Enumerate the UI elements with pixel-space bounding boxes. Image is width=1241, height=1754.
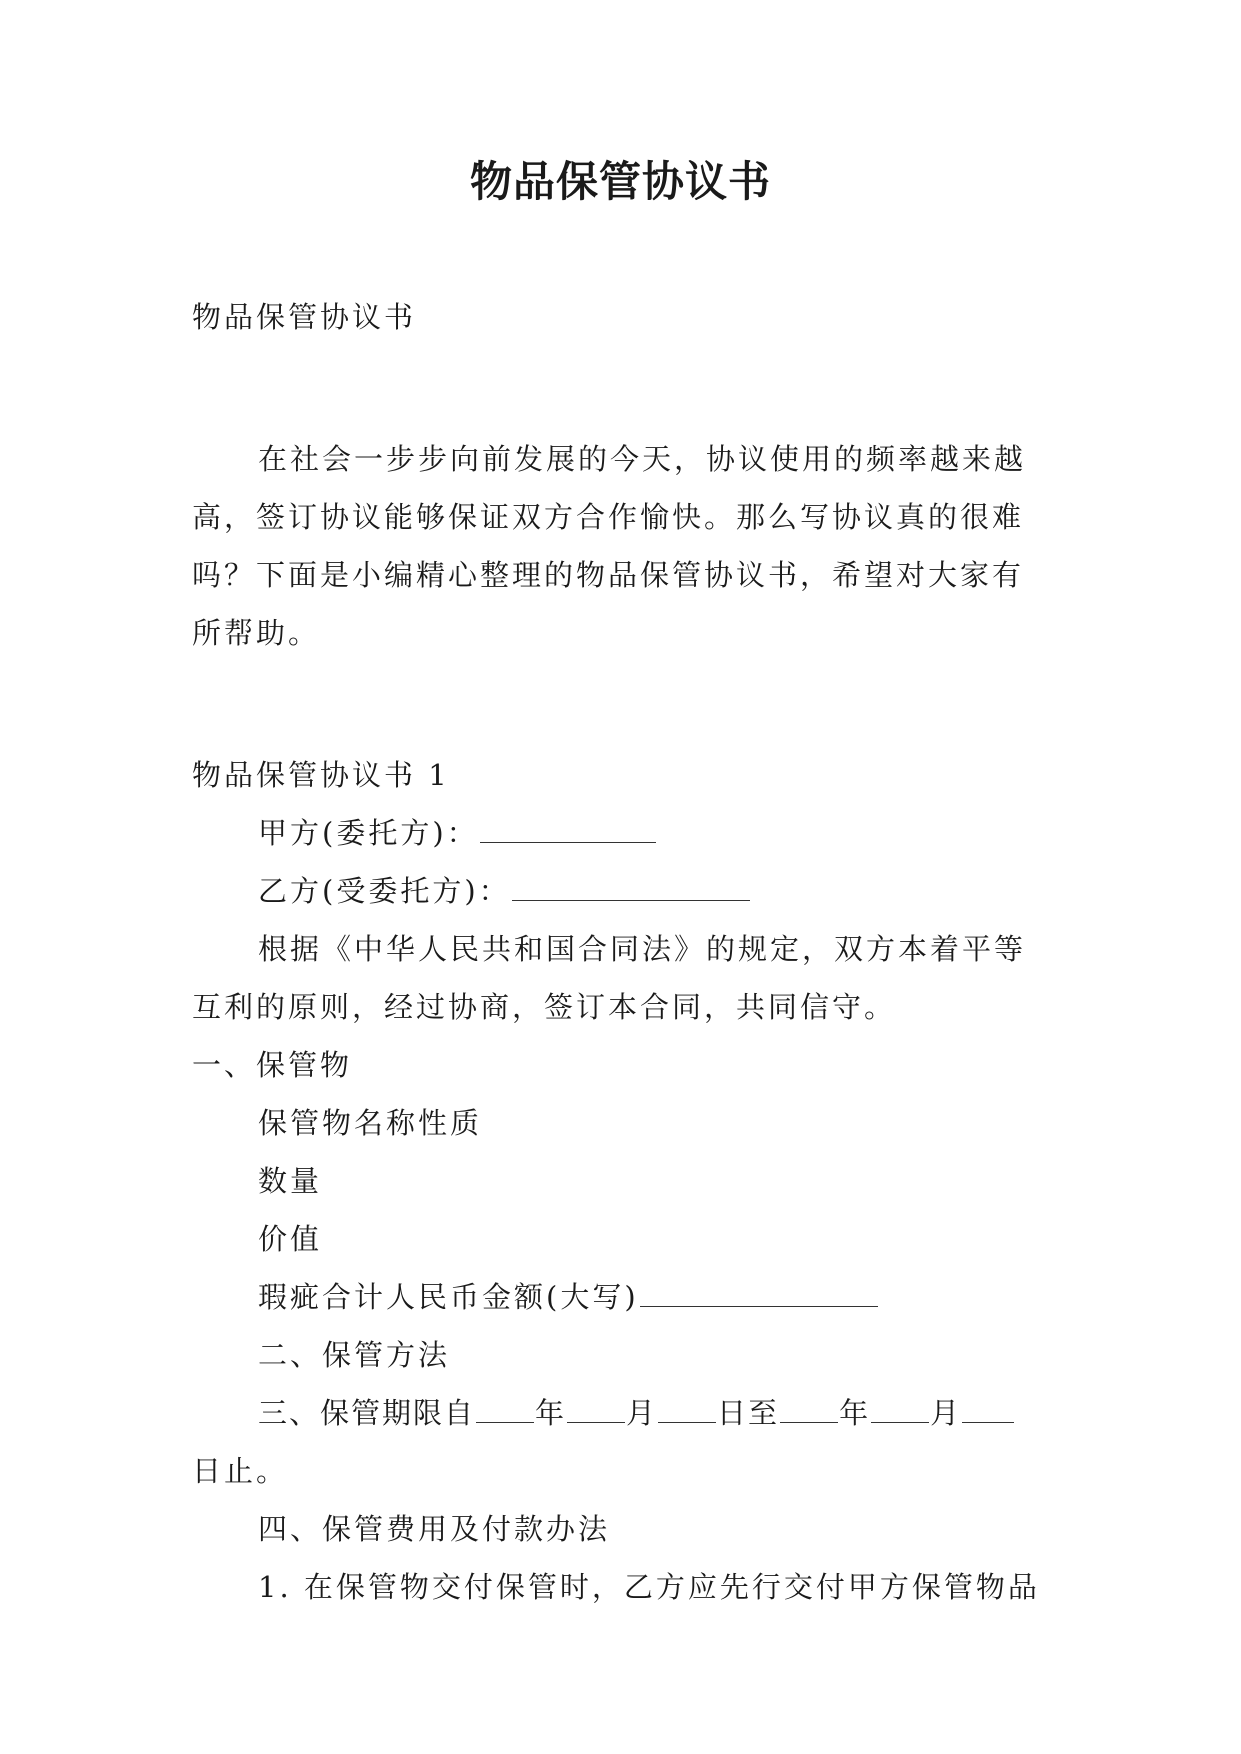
- party-b-blank: [512, 882, 750, 901]
- month-label: 月: [626, 1396, 658, 1430]
- clause-3-line: [192, 1384, 1052, 1442]
- total-amount-line: [192, 1268, 1052, 1326]
- spacer: [192, 662, 1052, 746]
- total-amount-blank: [640, 1288, 878, 1307]
- quantity-label: 数量: [258, 1164, 323, 1198]
- year-label: 年: [535, 1396, 567, 1430]
- preamble-line: 互利的原则，经过协商，签订本合同，共同信守。: [192, 990, 897, 1024]
- day-to-label: 日至: [717, 1396, 780, 1430]
- document-subtitle: 物品保管协议书: [192, 300, 417, 334]
- clause-2-heading: 二、保管方法: [258, 1338, 451, 1372]
- preamble-line: 根据《中华人民共和国合同法》的规定，双方本着平等: [258, 932, 1027, 966]
- document-body: [192, 288, 1052, 1616]
- month-label: 月: [930, 1396, 962, 1430]
- item-name-label: 保管物名称性质: [258, 1106, 483, 1140]
- clause-4-item-1: 1. 在保管物交付保管时，乙方应先行交付甲方保管物品: [258, 1570, 1040, 1604]
- date-blank: [658, 1404, 716, 1423]
- date-blank: [780, 1404, 838, 1423]
- intro-line: 在社会一步步向前发展的今天，协议使用的频率越来越: [258, 442, 1027, 476]
- party-b-line: [192, 862, 1052, 920]
- party-a-label: 甲方(委托方)：: [258, 816, 479, 850]
- date-blank: [871, 1404, 929, 1423]
- total-amount-label: 瑕疵合计人民币金额(大写): [258, 1280, 639, 1314]
- year-label: 年: [839, 1396, 871, 1430]
- spacer: [192, 346, 1052, 430]
- value-label: 价值: [258, 1222, 323, 1256]
- date-blank: [567, 1404, 625, 1423]
- party-a-line: [192, 804, 1052, 862]
- intro-line: 所帮助。: [192, 616, 321, 650]
- date-blank: [962, 1404, 1014, 1423]
- clause-3-suffix: 日止。: [192, 1454, 289, 1488]
- clause-3-prefix: 三、保管期限自: [258, 1396, 476, 1430]
- party-a-blank: [480, 824, 656, 843]
- document-title: 物品保管协议书: [469, 157, 771, 206]
- section-title: 物品保管协议书 1: [192, 758, 450, 792]
- intro-line: 高，签订协议能够保证双方合作愉快。那么写协议真的很难: [192, 500, 1025, 534]
- clause-1-heading: 一、保管物: [192, 1048, 353, 1082]
- intro-line: 吗？下面是小编精心整理的物品保管协议书，希望对大家有: [192, 558, 1025, 592]
- clause-4-heading: 四、保管费用及付款办法: [258, 1512, 611, 1546]
- party-b-label: 乙方(受委托方)：: [258, 874, 511, 908]
- date-blank: [476, 1404, 534, 1423]
